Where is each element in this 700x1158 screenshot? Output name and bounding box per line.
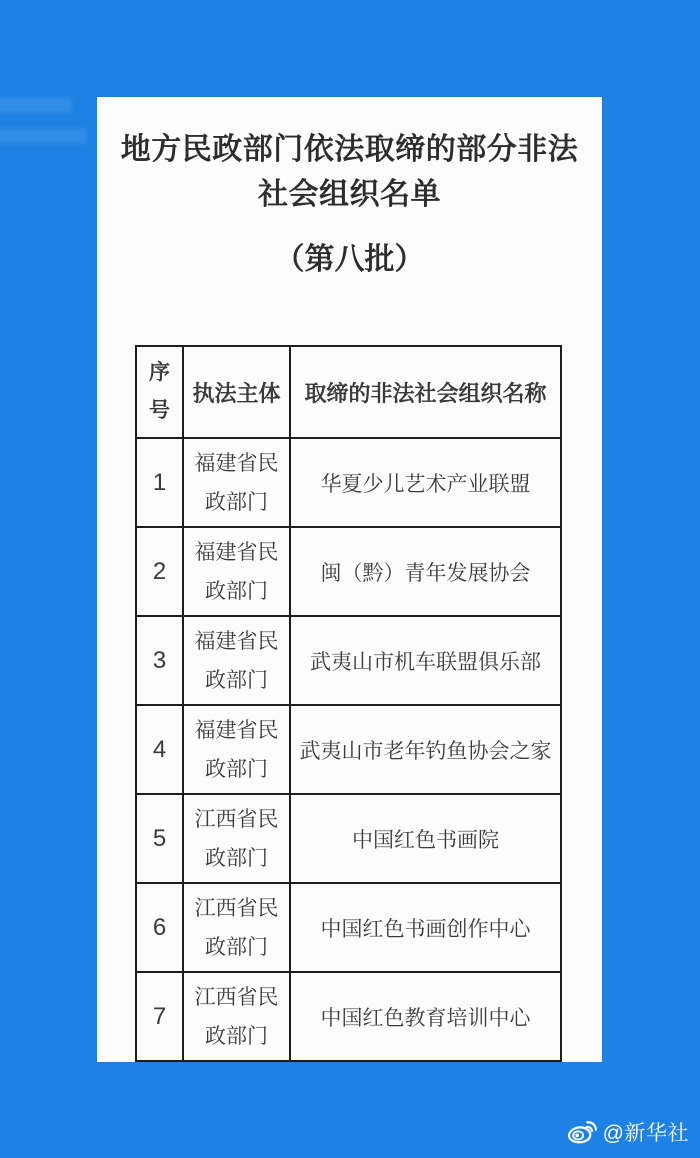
faint-edge-watermark (0, 128, 86, 144)
row-org-cell: 闽（黔）青年发展协会 (290, 527, 561, 616)
table-body (136, 438, 561, 1062)
header-cell-authority: 执法主体 (183, 346, 290, 438)
row-index-cell: 5 (136, 794, 183, 883)
table-row (136, 527, 561, 616)
header-cell-org-name: 取缔的非法社会组织名称 (290, 346, 561, 438)
row-index-cell: 3 (136, 616, 183, 705)
table-row (136, 438, 561, 527)
source-handle: @新华社 (602, 1122, 689, 1145)
row-index-cell: 1 (136, 438, 183, 527)
row-authority-cell: 福建省民政部门 (183, 616, 290, 705)
row-index-cell: 7 (136, 972, 183, 1061)
source-watermark (567, 1117, 689, 1147)
table-row (136, 616, 561, 705)
poster-title (97, 127, 602, 277)
row-index-cell: 6 (136, 883, 183, 972)
weibo-icon (567, 1119, 597, 1145)
row-org-cell: 中国红色书画院 (290, 794, 561, 883)
table-row (136, 705, 561, 794)
header-cell-index: 序号 (136, 346, 183, 438)
table-row (136, 794, 561, 883)
poster-batch-label: （第八批） (274, 243, 425, 276)
row-index-cell: 2 (136, 527, 183, 616)
table-header-row (136, 346, 561, 438)
faint-edge-watermark (0, 98, 72, 113)
row-org-cell: 武夷山市机车联盟俱乐部 (290, 616, 561, 705)
poster-card (97, 97, 602, 1062)
banned-organizations-table (135, 345, 562, 1062)
row-authority-cell: 江西省民政部门 (183, 883, 290, 972)
row-authority-cell: 福建省民政部门 (183, 705, 290, 794)
row-org-cell: 武夷山市老年钓鱼协会之家 (290, 705, 561, 794)
table-row (136, 972, 561, 1061)
row-org-cell: 中国红色书画创作中心 (290, 883, 561, 972)
row-org-cell: 华夏少儿艺术产业联盟 (290, 438, 561, 527)
row-authority-cell: 江西省民政部门 (183, 972, 290, 1061)
row-authority-cell: 福建省民政部门 (183, 527, 290, 616)
row-authority-cell: 福建省民政部门 (183, 438, 290, 527)
poster-title-line2: 社会组织名单 (258, 178, 441, 211)
row-org-cell: 中国红色教育培训中心 (290, 972, 561, 1061)
clipped-next-row (136, 1061, 561, 1062)
row-authority-cell: 江西省民政部门 (183, 794, 290, 883)
table-row (136, 883, 561, 972)
poster-title-line1: 地方民政部门依法取缔的部分非法 (120, 133, 579, 166)
row-index-cell: 4 (136, 705, 183, 794)
